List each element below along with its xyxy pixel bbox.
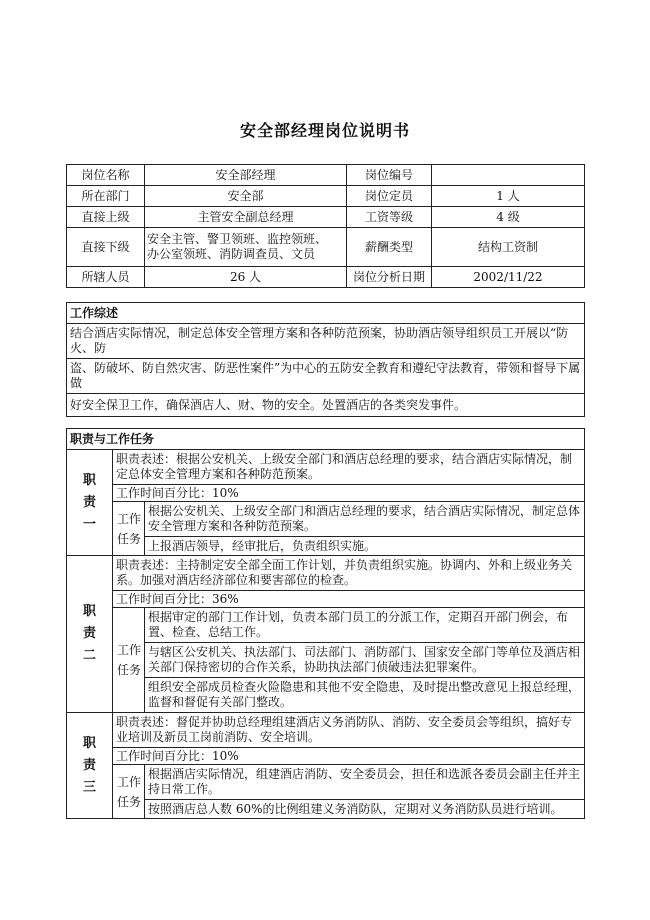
work-task-text: 工作任务: [116, 643, 141, 677]
duty-statement-row: [67, 556, 585, 591]
field-label: 岗位分析日期: [347, 267, 432, 288]
task-item: 根据公安机关、上级安全部门和酒店总经理的要求，结合酒店实际情况，制定总体安全管理方案和各种防范预案。: [145, 502, 585, 537]
field-value: [432, 165, 585, 186]
duty-statement-row: [67, 713, 585, 748]
work-task-label: [113, 608, 145, 713]
task-item: 按照酒店总人数 60%的比例组建义务消防队，定期对义务消防队员进行培训。: [145, 800, 585, 819]
task-item: 组织安全部成员检查火险隐患和其他不安全隐患，及时提出整改意见上报总经理，监督和督促有关部门整改。: [145, 678, 585, 713]
page-title: 安全部经理岗位说明书: [239, 121, 410, 140]
task-item: 上报酒店领导，经审批后，负责组织实施。: [145, 537, 585, 556]
work-task-text: 工作任务: [116, 774, 141, 809]
summary-text: 盗、防破坏、防自然灾害、防恶性案件”为中心的五防安全教育和遵纪守法教育，带领和督导下属做: [67, 359, 585, 394]
field-value: 4 级: [432, 207, 585, 228]
field-label: 工资等级: [347, 207, 432, 228]
field-value: 1 人: [432, 186, 585, 207]
work-task-label: [113, 765, 145, 819]
time-percentage: 工作时间百分比：10%: [113, 485, 585, 502]
time-percentage: 工作时间百分比：36%: [113, 591, 585, 608]
field-label: 直接上级: [67, 207, 145, 228]
task-item: 根据审定的部门工作计划，负责本部门员工的分派工作，定期召开部门例会，布置、检查、总结工作。: [145, 608, 585, 643]
duty-statement: 职责表述：根据公安机关、上级安全部门和酒店总经理的要求，结合酒店实际情况，制定总体安全管理方案和各种防范预案。: [113, 450, 585, 485]
subordinates-line: 办公室领班、消防调查员、文员: [147, 247, 316, 261]
table-row: [67, 207, 585, 228]
table-row: [67, 267, 585, 288]
field-value: 安全部经理: [145, 165, 347, 186]
work-task-text: 工作任务: [116, 511, 141, 546]
field-label: 直接下级: [67, 228, 145, 267]
summary-text: 结合酒店实际情况，制定总体安全管理方案和各种防范预案，协助酒店领导组织员工开展以“防火、防: [67, 324, 585, 359]
section-heading: 职责与工作任务: [67, 429, 585, 450]
task-item: 与辖区公安机关、执法部门、司法部门、消防部门、国家安全部门等单位及酒店相关部门保持密切的合作关系，协助执法部门侦破违法犯罪案件。: [145, 643, 585, 678]
field-value: [145, 228, 347, 267]
duty-label: [67, 556, 113, 713]
field-value: 结构工资制: [432, 228, 585, 267]
duty-statement: 职责表述：督促并协助总经理组建酒店义务消防队、消防、安全委员会等组织，搞好专业培训及新员工岗前消防、安全培训。: [113, 713, 585, 748]
duty-label-text: 职责三: [82, 735, 96, 795]
duties-table: [66, 428, 585, 819]
basic-info-table: [66, 164, 585, 288]
field-label: 薪酬类型: [347, 228, 432, 267]
table-row: [67, 228, 585, 267]
field-label: 所辖人员: [67, 267, 145, 288]
field-value: 安全部: [145, 186, 347, 207]
time-percentage: 工作时间百分比：10%: [113, 748, 585, 765]
summary-text: 好安全保卫工作，确保酒店人、财、物的安全。处置酒店的各类突发事件。: [67, 394, 585, 417]
duty-label-text: 职责二: [82, 604, 96, 663]
table-row: [67, 186, 585, 207]
subordinates-line: 安全主管、警卫领班、监控领班、: [147, 232, 328, 246]
work-task-label: [113, 502, 145, 556]
field-label: 岗位定员: [347, 186, 432, 207]
task-item: 根据酒店实际情况，组建酒店消防、安全委员会，担任和选派各委员会副主任并主持日常工作。: [145, 765, 585, 800]
duty-statement-row: [67, 450, 585, 485]
section-heading: 工作综述: [67, 303, 585, 324]
field-value: 2002/11/22: [432, 267, 585, 288]
field-value: 主管安全副总经理: [145, 207, 347, 228]
table-row: [67, 165, 585, 186]
duty-label: [67, 713, 113, 819]
field-label: 岗位编号: [347, 165, 432, 186]
duty-statement: 职责表述：主持制定安全部全面工作计划，并负责组织实施。协调内、外和上级业务关系。加强对酒店经济部位和要害部位的检查。: [113, 556, 585, 591]
duty-label-text: 职责一: [82, 472, 96, 532]
field-label: 岗位名称: [67, 165, 145, 186]
duty-label: [67, 450, 113, 556]
field-value: 26 人: [145, 267, 347, 288]
field-label: 所在部门: [67, 186, 145, 207]
summary-table: [66, 302, 585, 417]
